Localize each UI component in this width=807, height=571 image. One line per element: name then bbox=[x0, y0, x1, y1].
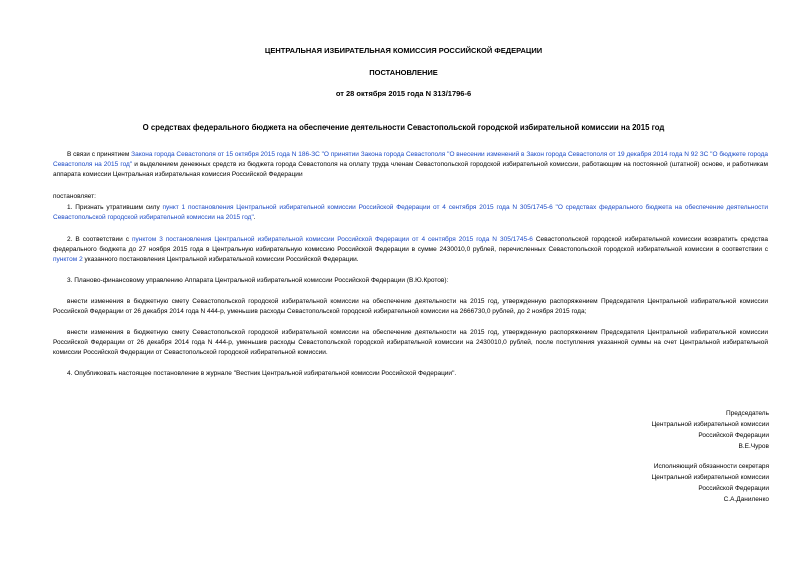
item-1-text-1: 1. Признать утратившим силу bbox=[67, 204, 163, 211]
intro-paragraph bbox=[53, 150, 768, 180]
item-2-text-1: 2. В соответствии с bbox=[67, 236, 132, 243]
signature-line: Центральной избирательной комиссии bbox=[651, 474, 769, 481]
item-3a-text: внести изменения в бюджетную смету Севастопольской городской избирательной комиссии на обеспечение деятельности на 2015 год, утвержденную распоряжением Председателя Центральной избирательной комиссии Российской Федерации от 26 декабря 2014 года N 444-р, уменьшив расходы Севастопольской городской избирательной комиссии на 2666730,0 рублей, до 2 ноября 2015 года; bbox=[53, 298, 768, 315]
document-title: О средствах федерального бюджета на обеспечение деятельности Севастопольской городской избирательной комиссии на 2015 год bbox=[142, 123, 665, 132]
signature-line: С.А.Даниленко bbox=[723, 496, 769, 503]
chairman-signature bbox=[469, 408, 769, 452]
resolution-305-point-1-link[interactable]: пункт 1 постановления Центральной избирательной комиссии Российской Федерации от 4 сентября 2015 года N 305/1745-6 "О средствах федерального бюджета на обеспечение деятельности Севастопольской городской избирательной комиссии на 2015 год" bbox=[53, 204, 768, 221]
secretary-signature bbox=[469, 461, 769, 505]
date-number-heading: от 28 октября 2015 года N 313/1796-6 bbox=[335, 89, 472, 98]
item-3b-paragraph bbox=[53, 328, 768, 358]
item-2-paragraph bbox=[53, 235, 768, 265]
signature-line: В.Е.Чуров bbox=[738, 443, 769, 450]
decides-paragraph bbox=[53, 192, 768, 202]
item-3-text: 3. Планово-финансовому управлению Аппарата Центральной избирательной комиссии Российской Федерации (В.Ю.Кротов): bbox=[67, 277, 449, 284]
signature-line: Российской Федерации bbox=[698, 432, 769, 439]
item-3b-text: внести изменения в бюджетную смету Севастопольской городской избирательной комиссии на обеспечение деятельности на 2015 год, утвержденную распоряжением Председателя Центральной избирательной комиссии Российской Федерации от 26 декабря 2014 года N 444-р, уменьшив расходы Севастопольской городской избирательной комиссии на 2430010,0 рублей, после поступления указанной суммы на счет Центральной избирательной комиссии Российской Федерации от Севастопольской городской избирательной комиссии. bbox=[53, 329, 768, 356]
item-4-text: 4. Опубликовать настоящее постановление в журнале "Вестник Центральной избирательной комиссии Российской Федерации". bbox=[67, 370, 457, 377]
item-3a-paragraph bbox=[53, 297, 768, 317]
law-link[interactable]: Закона города Севастополя от 15 октября 2015 года N 186-ЗС "О принятии Закона города Севастополя "О внесении изменений в Закон города Севастополя от 19 декабря 2014 года N 92 ЗС "О бюджете города Севастополя на 2015 год" bbox=[53, 151, 768, 168]
decides-text: постановляет: bbox=[53, 193, 96, 200]
signature-line: Российской Федерации bbox=[698, 485, 769, 492]
item-2-text-2: Севастопольской городской избирательной комиссии возвратить средства федерального бюджета до 27 ноября 2015 года в Центральную избирательную комиссию Российской Федерации в сумме 2430010,0 рублей, перечисленных Севастопольской городской избирательной комиссии в соответствии с bbox=[53, 236, 769, 253]
signature-line: Исполняющий обязанности секретаря bbox=[653, 463, 769, 470]
signature-line: Председатель bbox=[725, 410, 769, 417]
signature-line: Центральной избирательной комиссии bbox=[651, 421, 769, 428]
item-2-text-3: указанного постановления Центральной избирательной комиссии Российской Федерации. bbox=[82, 256, 359, 263]
point-2-link[interactable]: пунктом 2 bbox=[53, 256, 83, 263]
item-1-paragraph bbox=[53, 203, 768, 223]
intro-text-1: В связи с принятием bbox=[67, 151, 132, 158]
item-3-paragraph bbox=[53, 276, 768, 286]
item-4-paragraph bbox=[53, 369, 768, 379]
intro-text-2: и выделением денежных средств из бюджета города Севастополя на оплату труда членам Севастопольской городской избирательной комиссии, работающим на постоянной (штатной) основе, и работникам аппарата комиссии Центральная избирательная комиссия Российской Федерации bbox=[53, 161, 768, 178]
org-heading: ЦЕНТРАЛЬНАЯ ИЗБИРАТЕЛЬНАЯ КОМИССИЯ РОССИЙСКОЙ ФЕДЕРАЦИИ bbox=[264, 46, 543, 55]
doc-type-heading: ПОСТАНОВЛЕНИЕ bbox=[369, 68, 438, 77]
item-1-text-2: . bbox=[253, 214, 256, 221]
resolution-305-point-3-link[interactable]: пунктом 3 постановления Центральной избирательной комиссии Российской Федерации от 4 сентября 2015 года N 305/1745-6 bbox=[131, 236, 533, 243]
